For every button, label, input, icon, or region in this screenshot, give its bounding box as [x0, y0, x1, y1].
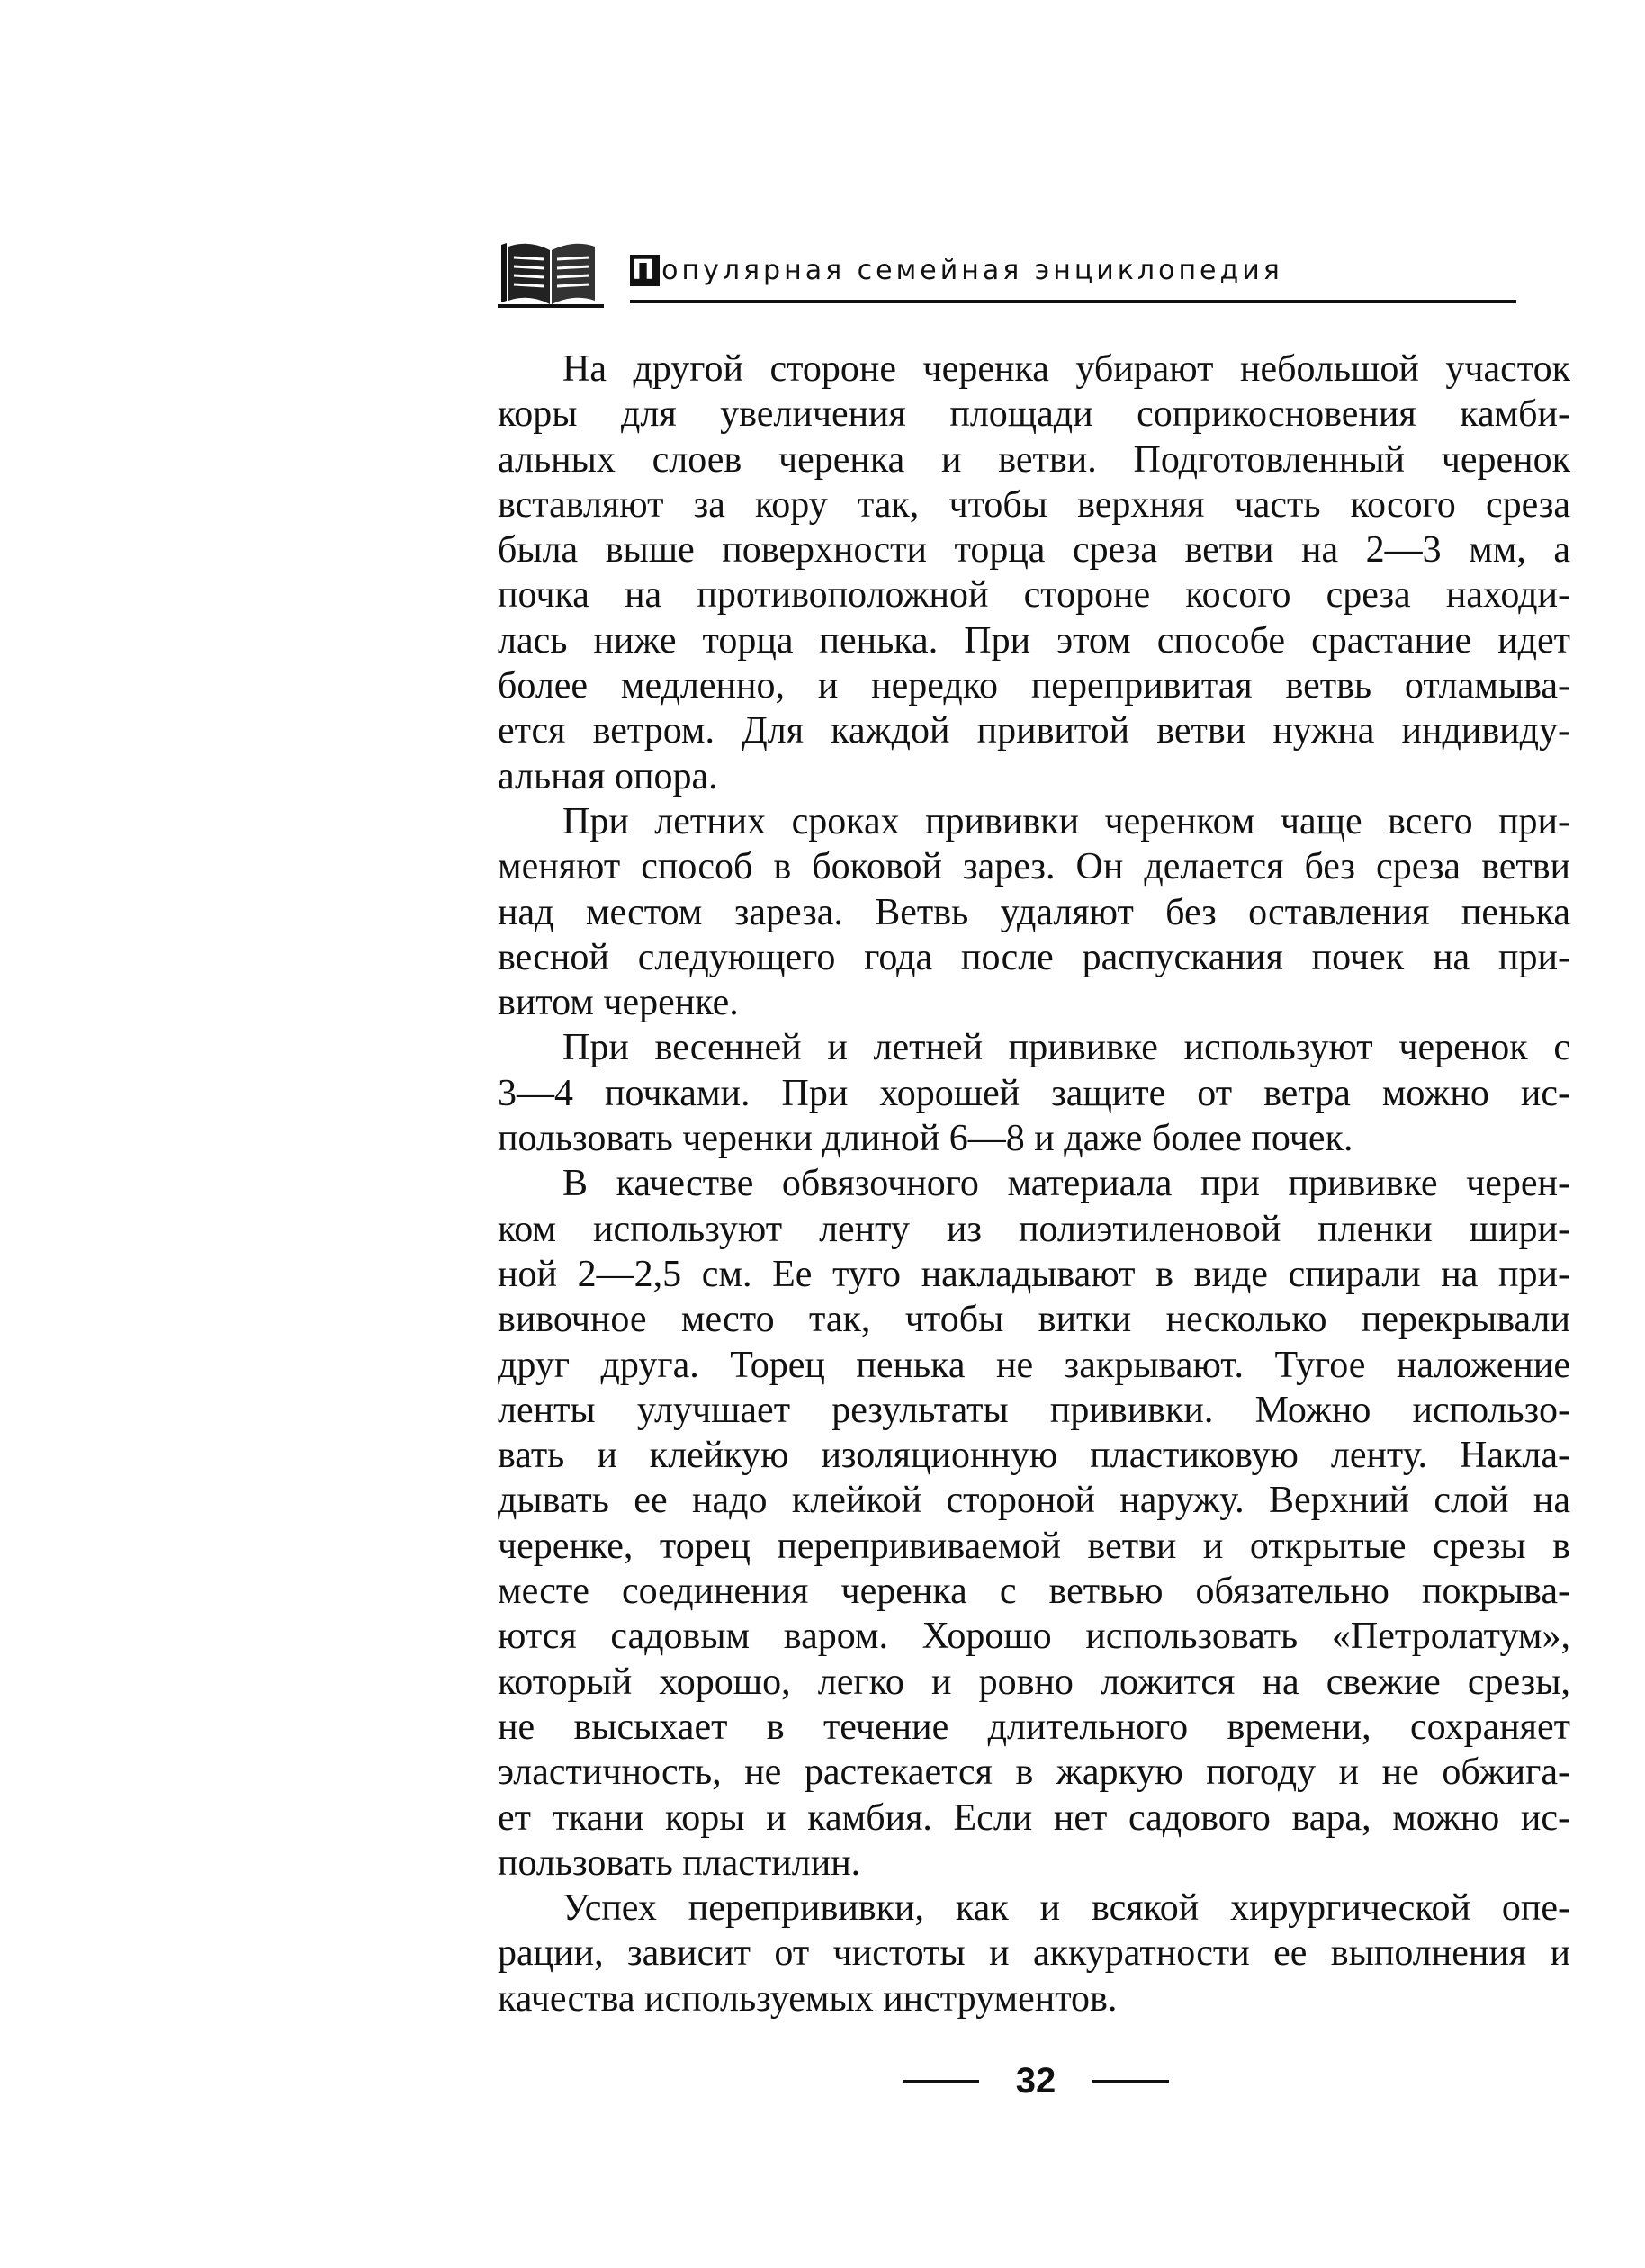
header-initial: П: [632, 255, 659, 286]
text-line: В качестве обвязочного материала при прививке черен-: [562, 1163, 1570, 1205]
text-line: дывать ее надо клейкой стороной наружу. Верхний слой на: [498, 1480, 1570, 1522]
paragraph: [498, 799, 1570, 1025]
text-line: пользовать черенки длиной 6—8 и даже более почек.: [498, 1118, 1353, 1160]
text-line: друг друга. Торец пенька не закрывают. Тугое наложение: [498, 1344, 1570, 1386]
text-line: пользовать пластилин.: [498, 1841, 861, 1884]
text-line: ленты улучшает результаты прививки. Можно использо-: [498, 1389, 1570, 1431]
book-logo-icon: [498, 236, 604, 310]
text-line: вивочное место так, чтобы витки несколько перекрывали: [498, 1299, 1570, 1341]
text-line: была выше поверхности торца среза ветви на 2—3 мм, а: [498, 529, 1570, 572]
text-line: альных слоев черенка и ветви. Подготовленный черенок: [498, 438, 1570, 481]
text-line: витом черенке.: [498, 982, 739, 1024]
header-title-rest: опулярная семейная энциклопедия: [661, 255, 1283, 286]
paragraph: [498, 346, 1570, 799]
text-line: лась ниже торца пенька. При этом способе срастание идет: [498, 619, 1570, 662]
text-line: коры для увеличения площади соприкосновения камби-: [498, 393, 1570, 436]
text-line: рации, зависит от чистоты и аккуратности ее выполнения и: [498, 1932, 1570, 1975]
paragraph: [498, 1161, 1570, 1886]
text-line: ется ветром. Для каждой привитой ветви нужна индивиду-: [498, 710, 1570, 752]
text-line: Успех перепрививки, как и всякой хирургической опе-: [562, 1887, 1570, 1930]
text-line: черенке, торец перепрививаемой ветви и открытые срезы в: [498, 1525, 1570, 1567]
text-line: весной следующего года после распускания почек на при-: [498, 936, 1570, 978]
text-line: ной 2—2,5 см. Ее туго накладывают в виде спирали на при-: [498, 1253, 1570, 1295]
text-line: месте соединения черенка с ветвью обязательно покрыва-: [498, 1570, 1570, 1613]
text-line: эластичность, не растекается в жаркую погоду и не обжига-: [498, 1751, 1570, 1794]
text-line: качества используемых инструментов.: [498, 1977, 1118, 2020]
text-line: При летних сроках прививки черенком чаще всего при-: [562, 800, 1570, 842]
page-number: 32: [1015, 2061, 1056, 2101]
text-line: вать и клейкую изоляционную пластиковую ленту. Накла-: [498, 1435, 1570, 1477]
header-rule: [630, 300, 1516, 303]
text-line: над местом зареза. Ветвь удаляют без оставления пенька: [498, 891, 1570, 933]
text-line: При весенней и летней прививке используют черенок с: [562, 1027, 1570, 1069]
text-line: более медленно, и нередко перепривитая ветвь отламыва-: [498, 665, 1570, 707]
page-number-footer: [903, 2061, 1169, 2102]
text-line: На другой стороне черенка убирают небольшой участок: [562, 348, 1570, 390]
paragraph: [498, 1886, 1570, 2021]
text-line: не высыхает в течение длительного времени, сохраняет: [498, 1706, 1570, 1748]
text-line: ком используют ленту из полиэтиленовой пленки шири-: [498, 1208, 1570, 1250]
footer-dash-left: [903, 2080, 979, 2083]
text-line: ет ткани коры и камбия. Если нет садового вара, можно ис-: [498, 1796, 1570, 1839]
text-line: альная опора.: [498, 755, 718, 797]
text-line: почка на противоположной стороне косого среза находи-: [498, 574, 1570, 616]
running-header-title: [630, 255, 1283, 286]
text-line: меняют способ в боковой зарез. Он делается без среза ветви: [498, 846, 1570, 888]
text-line: ются садовым варом. Хорошо использовать «Петролатум»,: [498, 1616, 1570, 1658]
body-text: [498, 346, 1570, 2021]
text-line: который хорошо, легко и ровно ложится на свежие срезы,: [498, 1660, 1570, 1703]
footer-dash-right: [1092, 2080, 1169, 2083]
paragraph: [498, 1025, 1570, 1161]
text-line: 3—4 почками. При хорошей защите от ветра можно ис-: [498, 1072, 1570, 1114]
text-line: вставляют за кору так, чтобы верхняя часть косого среза: [498, 483, 1570, 526]
